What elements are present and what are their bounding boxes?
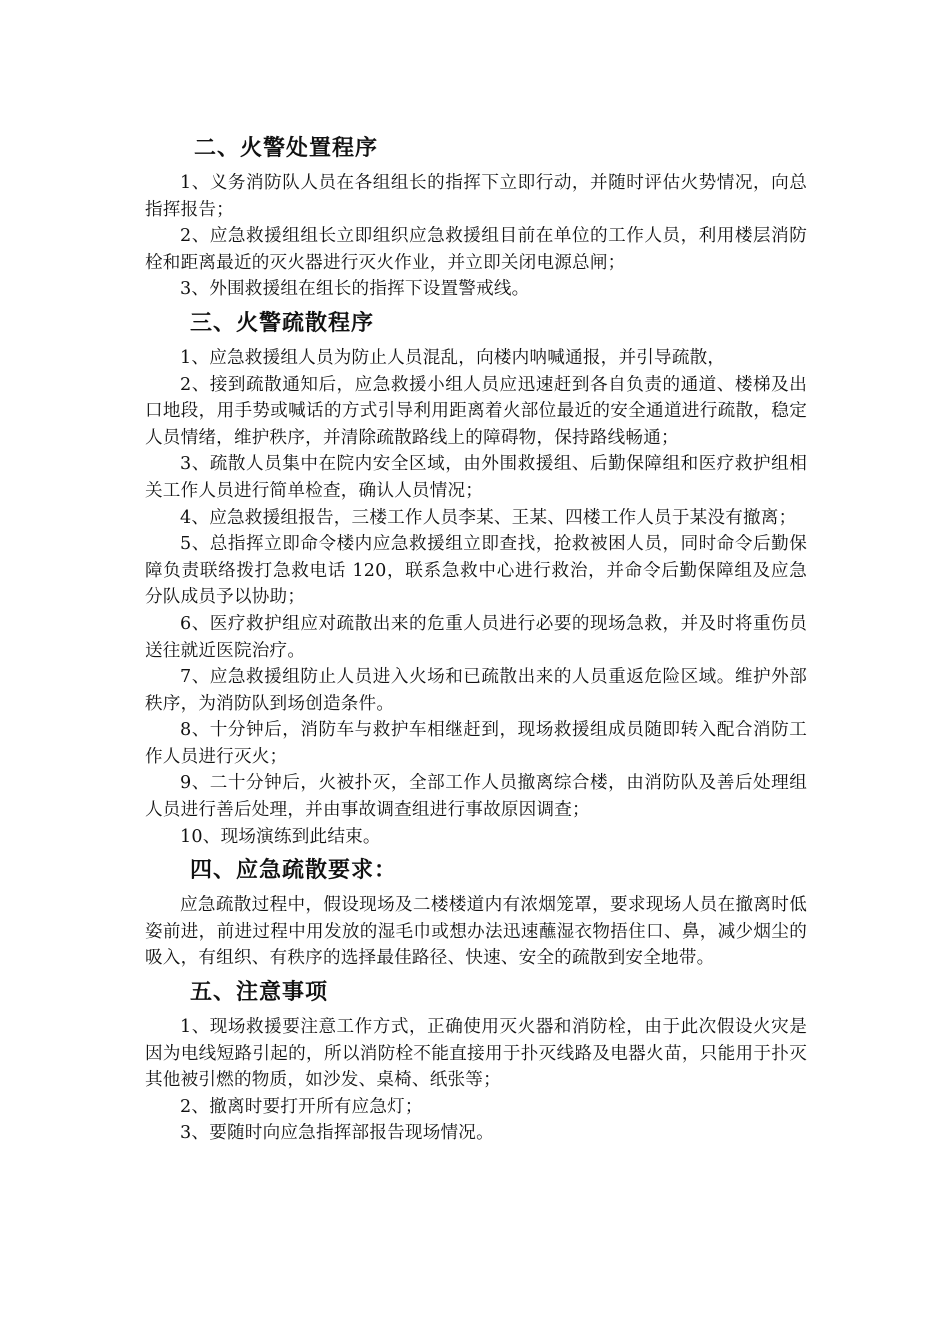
- section-heading: 四、应急疏散要求：: [190, 858, 398, 884]
- section-evacuation-procedure: [145, 309, 807, 850]
- paragraph: 3、外围救援组在组长的指挥下设置警戒线。: [180, 279, 530, 300]
- paragraph: 3、疏散人员集中在院内安全区域，由外围救援组、后勤保障组和医疗救护组相关工作人员进行简单检查，确认人员情况；: [145, 454, 807, 501]
- paragraph: 9、二十分钟后，火被扑灭，全部工作人员撤离综合楼，由消防队及善后处理组人员进行善后处理，并由事故调查组进行事故原因调查；: [145, 773, 807, 821]
- paragraph: 8、十分钟后，消防车与救护车相继赶到，现场救援组成员随即转入配合消防工作人员进行灭火；: [145, 720, 807, 767]
- section-fire-handling: [145, 134, 807, 303]
- section-heading: 三、火警疏散程序: [190, 310, 375, 336]
- section-heading: 五、注意事项: [190, 980, 329, 1006]
- section-evacuation-requirements: [145, 856, 807, 972]
- document-body: [145, 126, 807, 1147]
- paragraph: 5、总指挥立即命令楼内应急救援组立即查找，抢救被困人员，同时命令后勤保障负责联络拨打急救电话 120，联系急救中心进行救治，并命令后勤保障组及应急分队成员予以协助；: [145, 534, 807, 608]
- paragraph: 1、义务消防队人员在各组组长的指挥下立即行动，并随时评估火势情况，向总指挥报告；: [145, 173, 807, 220]
- paragraph: 7、应急救援组防止人员进入火场和已疏散出来的人员重返危险区域。维护外部秩序，为消防队到场创造条件。: [145, 667, 807, 714]
- section-heading: 二、火警处置程序: [194, 136, 379, 161]
- paragraph: 10、现场演练到此结束。: [180, 826, 381, 847]
- paragraph: 3、要随时向应急指挥部报告现场情况。: [180, 1123, 494, 1144]
- section-precautions: [145, 978, 807, 1147]
- paragraph: 1、现场救援要注意工作方式，正确使用灭火器和消防栓，由于此次假设火灾是因为电线短路引起的，所以消防栓不能直接用于扑灭线路及电器火苗，只能用于扑灭其他被引燃的物质，如沙发、桌椅、纸张等；: [145, 1017, 807, 1091]
- paragraph: 2、接到疏散通知后，应急救援小组人员应迅速赶到各自负责的通道、楼梯及出口地段，用手势或喊话的方式引导利用距离着火部位最近的安全通道进行疏散，稳定人员情绪，维护秩序，并清除疏散路线上的障碍物，保持路线畅通；: [145, 374, 807, 448]
- paragraph: 1、应急救援组人员为防止人员混乱，向楼内呐喊通报，并引导疏散，: [180, 347, 726, 368]
- paragraph: 2、撤离时要打开所有应急灯；: [180, 1096, 423, 1117]
- paragraph: 2、应急救援组组长立即组织应急救援组目前在单位的工作人员，利用楼层消防栓和距离最近的灭火器进行灭火作业，并立即关闭电源总闸；: [145, 226, 807, 273]
- paragraph: 4、应急救援组报告，三楼工作人员李某、王某、四楼工作人员于某没有撤离；: [180, 507, 797, 528]
- paragraph: 6、医疗救护组应对疏散出来的危重人员进行必要的现场急救，并及时将重伤员送往就近医院治疗。: [145, 613, 807, 661]
- paragraph: 应急疏散过程中，假设现场及二楼楼道内有浓烟笼罩，要求现场人员在撤离时低姿前进，前进过程中用发放的湿毛巾或想办法迅速蘸湿衣物捂住口、鼻，减少烟尘的吸入，有组织、有秩序的选择最佳路径、快速、安全的疏散到安全地带。: [145, 895, 807, 969]
